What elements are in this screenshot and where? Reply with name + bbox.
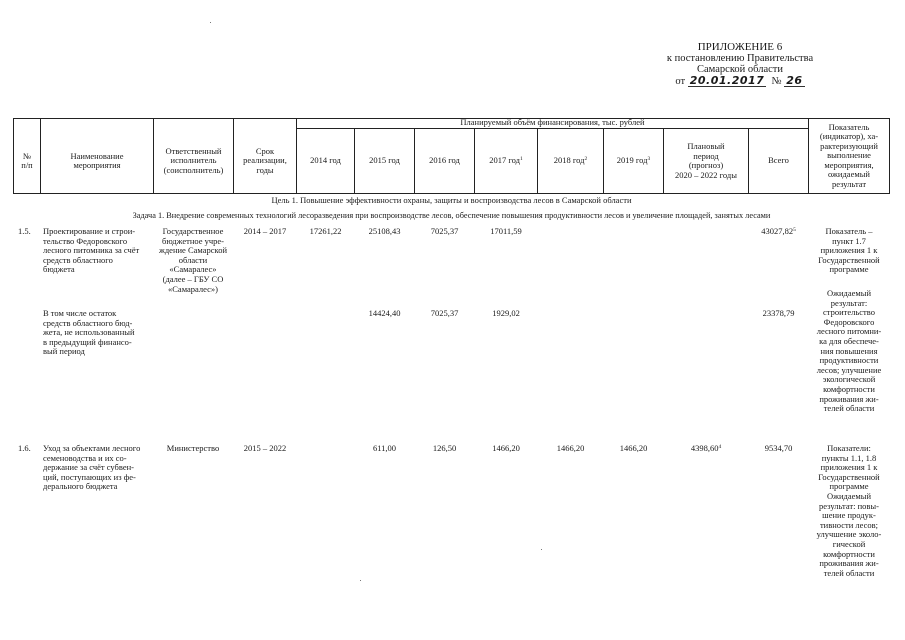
col-header-plan-period: Плановый период (прогноз) 2020 – 2022 годы — [675, 141, 737, 180]
row-1-5-remainder-2017: 1929,02 — [492, 308, 520, 318]
footnote-3: 3 — [647, 156, 651, 163]
col-header-period: Срок реализации, годы — [243, 145, 287, 175]
date-line — [640, 75, 840, 87]
footnote-4: 4 — [718, 444, 722, 450]
row-1-6-name: Уход за объектами лесного семеноводства и их со- держание за счёт субвен- ций, поступающих из фе- дерального бюджета — [43, 443, 141, 492]
row-1-5-2016: 7025,37 — [430, 226, 459, 236]
row-1-5-total — [749, 227, 808, 237]
scan-speck — [210, 22, 211, 23]
col-header-indicator: Показатель (индикатор), ха- рактеризующий выполнение мероприятия, ожидаемый результат — [819, 121, 879, 189]
row-1-6-indicator: Показатели: пункты 1.1, 1.8 приложения 1 к Государственной программе Ожидаемый результат: повы- шение продук- тивности лесов; улучшение эколо- гической комфортности проживания жи- телей области — [816, 443, 882, 578]
row-1-6-plan-value: 4398,60 — [690, 443, 719, 453]
col-header-name: Наименование мероприятия — [70, 150, 124, 170]
row-1-5-expected-result: Ожидаемый результат: строительство Федоровского лесного питомни- ка для обеспече- ния повышения продуктивности лесов; улучшение экологической комфортности проживания жи- телей области — [816, 288, 882, 414]
number-prefix: № — [771, 76, 782, 87]
row-1-6-plan-period — [664, 444, 748, 454]
col-header-2016: 2016 год — [429, 155, 460, 166]
col-header-num: № п/п — [21, 150, 33, 170]
row-1-5-indicator: Показатель – пункт 1.7 приложения 1 к Государственной программе — [818, 226, 880, 275]
scan-speck — [360, 580, 361, 581]
date-value: 20.01.2017 — [689, 74, 765, 87]
col-header-2018-label: 2018 год — [553, 155, 585, 166]
row-1-5-remainder-total: 23378,79 — [762, 308, 795, 318]
row-1-5-period: 2014 – 2017 — [243, 226, 287, 236]
col-header-2017 — [475, 129, 537, 193]
col-header-2018 — [538, 129, 603, 193]
row-1-6-total: 9534,70 — [764, 443, 793, 453]
appendix-title: ПРИЛОЖЕНИЕ 6 — [697, 41, 783, 53]
col-header-executor: Ответственный исполнитель (соисполнитель) — [163, 145, 224, 175]
col-header-planned-financing: Планируемый объём финансирования, тыс. рублей — [460, 117, 645, 128]
date-prefix: от — [675, 76, 686, 87]
row-1-5-num: 1.5. — [18, 226, 31, 236]
row-1-5-remainder-2016: 7025,37 — [430, 308, 459, 318]
scan-speck — [541, 549, 542, 550]
row-1-5-executor: Государственное бюджетное учре- ждение Самарской области «Самаралес» (далее – ГБУ СО «Самаралес») — [158, 226, 228, 294]
row-1-6-executor: Министерство — [166, 443, 220, 453]
col-header-total: Всего — [768, 155, 789, 166]
task-line: Задача 1. Внедрение современных технологий лесоразведения при воспроизводстве лесов, обеспечение повышения продуктивности лесов и увеличение площадей, занятых лесами — [132, 211, 771, 220]
row-1-6-period: 2015 – 2022 — [243, 443, 287, 453]
footnote-2: 2 — [584, 156, 588, 163]
row-1-6-num: 1.6. — [18, 443, 31, 453]
row-1-5-remainder-2015: 14424,40 — [368, 308, 401, 318]
row-1-5-name: Проектирование и строи- тельство Федоровского лесного питомника за счёт средств областного бюджета — [43, 226, 140, 275]
col-header-2015: 2015 год — [369, 155, 400, 166]
row-1-5-total-value: 43027,82 — [761, 226, 794, 236]
document-header — [640, 42, 840, 87]
col-header-2017-label: 2017 год — [489, 155, 520, 166]
row-1-5-2017: 17011,59 — [490, 226, 522, 236]
col-header-2019-label: 2019 год — [616, 155, 648, 166]
goal-line: Цель 1. Повышение эффективности охраны, защиты и воспроизводства лесов в Самарской области — [271, 195, 632, 205]
number-value: 26 — [786, 74, 803, 87]
appendix-line3: Самарской области — [697, 64, 783, 75]
col-header-2019 — [604, 129, 663, 193]
footnote-1: 1 — [519, 156, 523, 163]
row-1-6-2018: 1466,20 — [556, 443, 585, 453]
appendix-line2: к постановлению Правительства — [666, 53, 814, 64]
row-1-6-2019: 1466,20 — [619, 443, 648, 453]
row-1-6-2015: 611,00 — [372, 443, 397, 453]
footnote-5: 5 — [793, 227, 796, 233]
row-1-6-2016: 126,50 — [432, 443, 457, 453]
row-1-5-2015: 25108,43 — [368, 226, 401, 236]
row-1-5-remainder-name: В том числе остаток средств областного бюд- жета, не использованный в предыдущий финансо- вый период — [43, 308, 135, 357]
col-header-2014: 2014 год — [310, 155, 341, 166]
row-1-6-2017: 1466,20 — [492, 443, 520, 453]
row-1-5-2014: 17261,22 — [309, 226, 342, 236]
